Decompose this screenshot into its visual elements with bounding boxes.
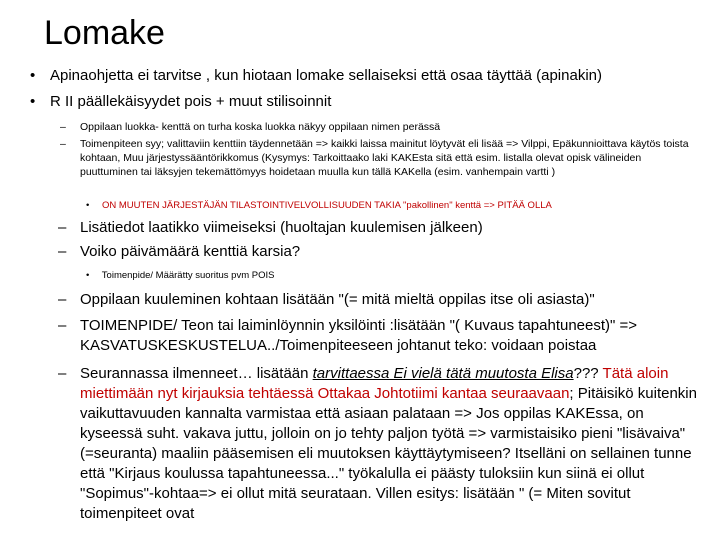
dash-marker: – (58, 243, 67, 260)
dash-marker: – (58, 317, 67, 334)
dash-marker: – (58, 365, 67, 382)
sub-item (60, 137, 700, 179)
bullet-text: R II päällekäisyydet pois + muut stilisoinnit (50, 93, 332, 110)
sub-sub-item (86, 269, 274, 282)
dash-marker: – (60, 138, 66, 150)
bullet-text: Apinaohjetta ei tarvitse , kun hiotaan lomake sellaiseksi että osaa täyttää (apinakin) (50, 67, 602, 84)
text-segment: ??? (573, 365, 603, 382)
sub-item-text: Oppilaan kuuleminen kohtaan lisätään "(= mitä mieltä oppilas itse oli asiasta)" (80, 291, 595, 308)
slide-title: Lomake (44, 14, 165, 52)
text-segment-emphasis: tarvittaessa Ei vielä tätä muutosta Elisa (312, 365, 574, 382)
sub-item (58, 242, 708, 262)
bullet-marker: • (86, 270, 90, 281)
sub-item-text: TOIMENPIDE/ Teon tai laiminlöynnin yksilöinti :lisätään "( Kuvaus tapahtuneest)" => KASVATUSKESKUSTELUA../Toimenpiteeseen johtanut teko: voidaan poistaa (80, 317, 638, 354)
dash-marker: – (60, 121, 66, 133)
sub-sub-item-text: ON MUUTEN JÄRJESTÄJÄN TILASTOINTIVELVOLLISUUDEN TAKIA "pakollinen" kenttä => PITÄÄ OLLA (101, 200, 552, 211)
sub-sub-item-text: Toimenpide/ Määrätty suoritus pvm POIS (101, 270, 275, 281)
sub-item-text: Toimenpiteen syy; valittaviin kenttiin täydennetään => kaikki laissa mainitut löytyvät eli lisää => Vilppi, Epäkunnioittava käytös toista kohtaan, Muu järjestyssääntörikkomus (Kysymys: Tarkoittaako laki KAKEsta sitä että esim. listalla olevat opisk välineiden puuttuminen tai läksyjen tekemättömyys hoidetaan muulla kun tällä KAKella (esim. vanhempain vartti ) (80, 138, 689, 178)
sub-item (60, 120, 700, 134)
bullet-marker: • (86, 200, 90, 211)
sub-sub-item (86, 199, 552, 212)
text-segment: Seurannassa ilmenneet… lisätään (80, 365, 313, 382)
sub-item (58, 316, 708, 356)
sub-item-text: Lisätiedot laatikko viimeiseksi (huoltajan kuulemisen jälkeen) (80, 219, 483, 236)
sub-item-text: Voiko päivämäärä kenttiä karsia? (80, 243, 301, 260)
dash-marker: – (58, 291, 67, 308)
bullet-marker: • (30, 67, 36, 84)
sub-item (58, 290, 708, 310)
text-segment-red: Tätä aloin miettimään nyt kirjauksia tehtäessä Ottakaa Johtotiimi kantaa seuraavaan (80, 365, 669, 402)
sub-item (58, 218, 708, 238)
sub-item-text: Oppilaan luokka- kenttä on turha koska luokka näkyy oppilaan nimen perässä (80, 121, 441, 133)
sub-item-long (58, 364, 708, 524)
bullet-marker: • (30, 93, 36, 110)
text-segment: ; Pitäisikö kuitenkin vaikuttavuuden kannalta varmistaa että asiaan palataan => Jos oppilas KAKEssa, on kyseessä suht. vakava juttu, jolloin on jo tehty paljon työtä => varmistaisiko pieni "lisävaiva" (=seuranta) maaliin pääsemisen eli muutoksen käyttäytymiseen? Itselläni on sellainen tunne että "Kirjaus koulussa tapahtuneessa..." työkalulla ei päästy tuloksiin kun siinä ei ollut "Sopimus"-kohtaa=> ei ollut mitä seurataan. Villen esitys: lisätään " (= Miten sovitut toimenpiteet ovat (80, 385, 697, 522)
sub-item-text (80, 364, 708, 524)
dash-marker: – (58, 219, 67, 236)
